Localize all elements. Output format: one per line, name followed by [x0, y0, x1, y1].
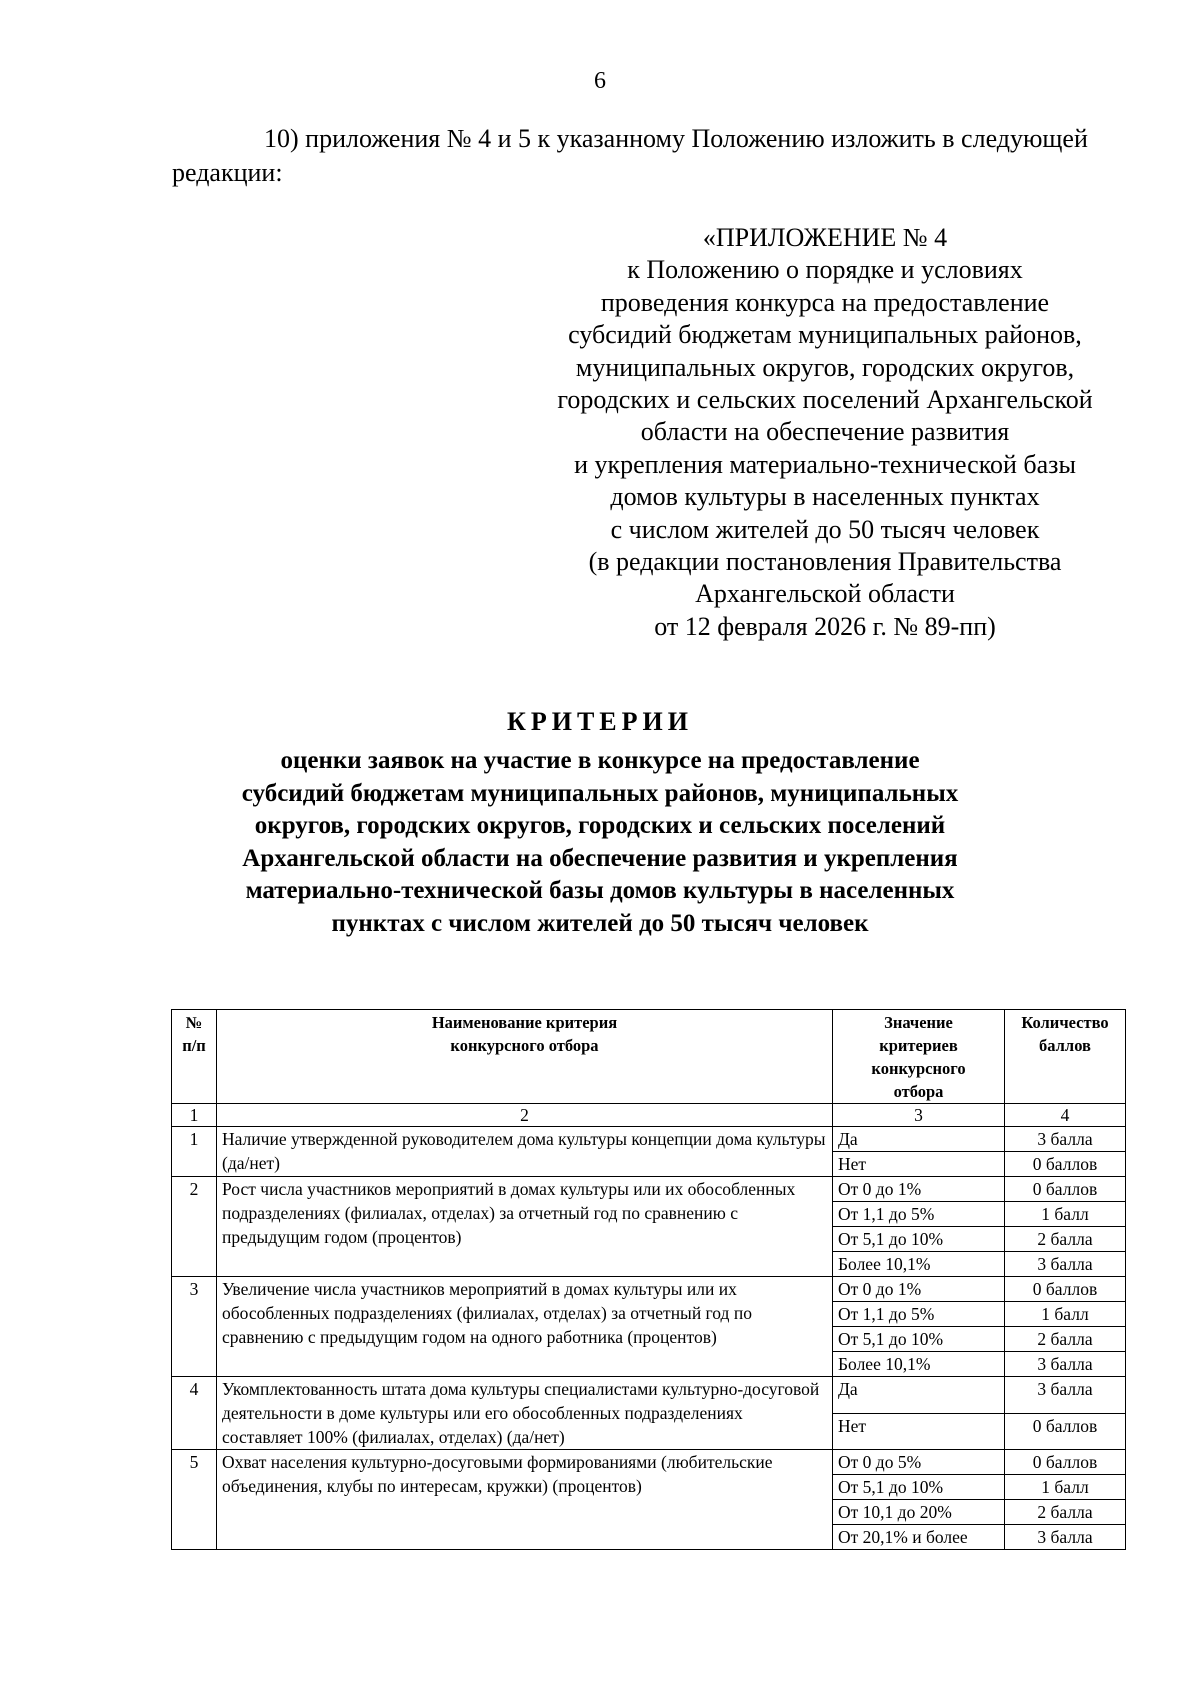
- criterion-points: 2 балла: [1005, 1327, 1126, 1352]
- criterion-number: 1: [172, 1127, 217, 1177]
- subtitle-line: субсидий бюджетам муниципальных районов, муниципальных: [241, 779, 959, 807]
- criterion-number: 5: [172, 1450, 217, 1550]
- criterion-name: Увеличение числа участников мероприятий в домах культуры или их обособленных подразделениях (филиалах, отделах) за отчетный год по сравнению с предыдущим годом на одного работника (процентов): [217, 1277, 833, 1377]
- appendix-line: домов культуры в населенных пунктах: [610, 482, 1040, 512]
- criterion-points: 2 балла: [1005, 1227, 1126, 1252]
- criterion-number: 3: [172, 1277, 217, 1377]
- table-row: [172, 1450, 1126, 1475]
- appendix-line: области на обеспечение развития: [640, 417, 1010, 447]
- appendix-header: [520, 222, 1130, 643]
- appendix-line: проведения конкурса на предоставление: [600, 287, 1050, 317]
- criterion-value: Нет: [833, 1152, 1005, 1177]
- criterion-points: 3 балла: [1005, 1127, 1126, 1152]
- criterion-value: От 5,1 до 10%: [833, 1327, 1005, 1352]
- document-subtitle: [150, 745, 1050, 941]
- criterion-value: От 5,1 до 10%: [833, 1475, 1005, 1500]
- column-index-row: [172, 1104, 1126, 1127]
- criterion-number: 4: [172, 1377, 217, 1450]
- criterion-points: 0 баллов: [1005, 1177, 1126, 1202]
- criterion-points: 3 балла: [1005, 1377, 1126, 1414]
- intro-paragraph: 10) приложения № 4 и 5 к указанному Положению изложить в следующей редакции:: [172, 124, 1088, 187]
- column-index: 1: [172, 1104, 217, 1127]
- header-points: Количество баллов: [1005, 1010, 1126, 1104]
- criterion-value: От 5,1 до 10%: [833, 1227, 1005, 1252]
- criterion-points: 0 баллов: [1005, 1413, 1126, 1450]
- criterion-value: Нет: [833, 1413, 1005, 1450]
- criterion-name: Рост числа участников мероприятий в домах культуры или их обособленных подразделениях (филиалах, отделах) за отчетный год по сравнению с предыдущим годом (процентов): [217, 1177, 833, 1277]
- header-num: № п/п: [172, 1010, 217, 1104]
- criterion-value: Более 10,1%: [833, 1252, 1005, 1277]
- criterion-value: От 0 до 5%: [833, 1450, 1005, 1475]
- subtitle-line: Архангельской области на обеспечение развития и укрепления: [242, 844, 958, 872]
- subtitle-line: округов, городских округов, городских и сельских поселений: [254, 812, 946, 840]
- criterion-value: Более 10,1%: [833, 1352, 1005, 1377]
- criterion-value: От 1,1 до 5%: [833, 1202, 1005, 1227]
- criterion-points: 3 балла: [1005, 1525, 1126, 1550]
- table-row: [172, 1177, 1126, 1202]
- criterion-points: 1 балл: [1005, 1475, 1126, 1500]
- criterion-name: Наличие утвержденной руководителем дома культуры концепции дома культуры (да/нет): [217, 1127, 833, 1177]
- criterion-points: 0 баллов: [1005, 1152, 1126, 1177]
- criterion-value: От 0 до 1%: [833, 1277, 1005, 1302]
- criterion-value: Да: [833, 1377, 1005, 1414]
- criterion-points: 0 баллов: [1005, 1450, 1126, 1475]
- page-number: 6: [594, 68, 606, 94]
- header-name: Наименование критерия конкурсного отбора: [217, 1010, 833, 1104]
- header-value: Значение критериев конкурсного отбора: [833, 1010, 1005, 1104]
- appendix-line: городских и сельских поселений Архангельской: [557, 385, 1093, 415]
- criterion-name: Укомплектованность штата дома культуры специалистами культурно-досуговой деятельности в доме культуры или его обособленных подразделениях составляет 100% (филиалах, отделах) (да/нет): [217, 1377, 833, 1450]
- column-index: 3: [833, 1104, 1005, 1127]
- appendix-line: Архангельской области: [695, 579, 955, 609]
- criterion-points: 0 баллов: [1005, 1277, 1126, 1302]
- subtitle-line: оценки заявок на участие в конкурсе на предоставление: [280, 747, 920, 774]
- appendix-line: к Положению о порядке и условиях: [627, 255, 1023, 285]
- criterion-value: От 1,1 до 5%: [833, 1302, 1005, 1327]
- criterion-number: 2: [172, 1177, 217, 1277]
- appendix-line: и укрепления материально-технической базы: [574, 449, 1076, 479]
- table-row: [172, 1377, 1126, 1414]
- column-index: 2: [217, 1104, 833, 1127]
- table-row: [172, 1127, 1126, 1152]
- criterion-value: От 0 до 1%: [833, 1177, 1005, 1202]
- column-index: 4: [1005, 1104, 1126, 1127]
- appendix-line: с числом жителей до 50 тысяч человек: [610, 514, 1040, 544]
- criterion-points: 2 балла: [1005, 1500, 1126, 1525]
- appendix-line: (в редакции постановления Правительства: [588, 547, 1062, 577]
- appendix-line: от 12 февраля 2026 г. № 89-пп): [654, 611, 996, 641]
- criterion-value: От 20,1% и более: [833, 1525, 1005, 1550]
- criterion-name: Охват населения культурно-досуговыми формированиями (любительские объединения, клубы по интересам, кружки) (процентов): [217, 1450, 833, 1550]
- subtitle-line: пунктах с числом жителей до 50 тысяч человек: [331, 909, 869, 937]
- criterion-points: 3 балла: [1005, 1252, 1126, 1277]
- criterion-value: От 10,1 до 20%: [833, 1500, 1005, 1525]
- criterion-points: 3 балла: [1005, 1352, 1126, 1377]
- criterion-points: 1 балл: [1005, 1302, 1126, 1327]
- appendix-line: субсидий бюджетам муниципальных районов,: [568, 320, 1082, 350]
- table-row: [172, 1277, 1126, 1302]
- document-title: КРИТЕРИИ: [507, 707, 693, 736]
- subtitle-line: материально-технической базы домов культуры в населенных: [245, 877, 955, 905]
- criteria-table: [171, 1009, 1126, 1550]
- criterion-value: Да: [833, 1127, 1005, 1152]
- appendix-line: «ПРИЛОЖЕНИЕ № 4: [702, 223, 948, 252]
- criterion-points: 1 балл: [1005, 1202, 1126, 1227]
- appendix-line: муниципальных округов, городских округов,: [575, 352, 1075, 382]
- table-header-row: [172, 1010, 1126, 1104]
